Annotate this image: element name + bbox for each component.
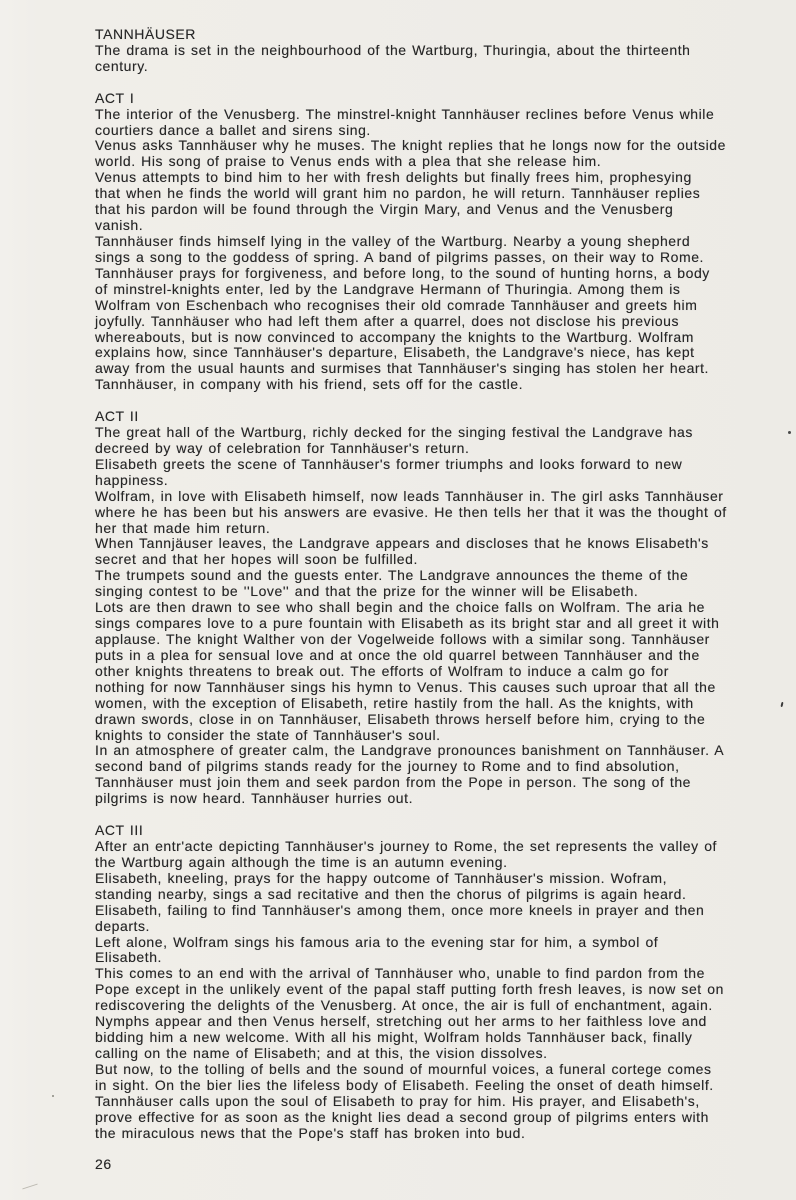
text-line: Elisabeth greets the scene of Tannhäuser's former triumphs and looks forward to new (95, 455, 683, 472)
text-line: vanish. (95, 217, 144, 234)
scan-speck (788, 431, 791, 434)
opera-title: TANNHÄUSER (95, 26, 196, 42)
text-line: away from the usual haunts and surmises that Tannhäuser's singing has stolen her heart. (95, 360, 709, 377)
text-line: Venus asks Tannhäuser why he muses. The knight replies that he longs now for the outside (95, 137, 726, 154)
text-line: sings compares love to a pure fountain with Elisabeth as its bright star and all greet it with (95, 615, 720, 632)
text-line: Wolfram, in love with Elisabeth himself, now leads Tannhäuser in. The girl asks Tannhäuser (95, 487, 724, 504)
text-line: Pope except in the unlikely event of the papal staff putting forth fresh leaves, is now set on (95, 981, 724, 998)
act-heading: ACT II (95, 408, 139, 425)
intro-text-line: The drama is set in the neighbourhood of the Wartburg, Thuringia, about the thirteenth (95, 41, 691, 58)
text-line: in sight. On the bier lies the lifeless body of Elisabeth. Feeling the onset of death himself. (95, 1076, 714, 1093)
text-line: puts in a plea for sensual love and at once the old quarrel between Tannhäuser and the (95, 646, 700, 663)
text-line: the Wartburg again although the time is an autumn evening. (95, 853, 508, 870)
text-line: joyfully. Tannhäuser who had left them after a quarrel, does not disclose his previous (95, 312, 680, 329)
act-section (95, 409, 785, 807)
text-line: whereabouts, but is now convinced to accompany the knights to the Wartburg. Wolfram (95, 328, 694, 345)
text-line: prove effective for as soon as the knight lies dead a second group of pilgrims enters with (95, 1108, 709, 1125)
text-line: Elisabeth. (95, 949, 162, 966)
text-line: women, with the exception of Elisabeth, retire hastily from the hall. As the knights, with (95, 694, 694, 711)
intro-text-line: century. (95, 57, 149, 74)
text-line: The great hall of the Wartburg, richly decked for the singing festival the Landgrave has (95, 424, 693, 441)
text-line: Left alone, Wolfram sings his famous aria to the evening star for him, a symbol of (95, 933, 659, 950)
synopsis-text-block (95, 27, 785, 1141)
text-line: where he has been but his answers are evasive. He then tells her that it was the thought of (95, 503, 727, 520)
text-line: pilgrims is now heard. Tannhäuser hurries out. (95, 790, 414, 807)
text-line: explains how, since Tannhäuser's departure, Elisabeth, the Landgrave's niece, has kept (95, 344, 695, 361)
text-line: secret and that her hopes will soon be fulfilled. (95, 551, 418, 568)
scan-speck (52, 1095, 54, 1097)
text-line: decreed by way of celebration for Tannhäuser's return. (95, 439, 470, 456)
text-line: standing nearby, sings a sad recitative and then the chorus of pilgrims is again heard. (95, 885, 687, 902)
page-number: 26 (95, 1156, 112, 1172)
text-line: calling on the name of Elisabeth; and at this, the vision dissolves. (95, 1044, 548, 1061)
text-line: Elisabeth, kneeling, prays for the happy outcome of Tannhäuser's mission. Wofram, (95, 869, 668, 886)
text-line: of minstrel-knights enter, led by the Landgrave Hermann of Thuringia. Among them is (95, 280, 681, 297)
text-line: Tannhäuser calls upon the soul of Elisabeth to pray for him. His prayer, and Elisabeth's, (95, 1092, 700, 1109)
text-line: courtiers dance a ballet and sirens sing. (95, 121, 371, 138)
text-line: Lots are then drawn to see who shall begin and the choice falls on Wolfram. The aria he (95, 599, 706, 616)
text-line: the miraculous news that the Pope's staff has broken into bud. (95, 1124, 526, 1141)
text-line: singing contest to be ''Love'' and that the prize for the winner will be Elisabeth. (95, 583, 639, 600)
text-line: When Tannjäuser leaves, the Landgrave appears and discloses that he knows Elisabeth's (95, 535, 709, 552)
scan-scratch (22, 1184, 38, 1190)
intro-paragraph (95, 43, 785, 75)
text-line: The trumpets sound and the guests enter. The Landgrave announces the theme of the (95, 567, 689, 584)
text-line: Tannhäuser, in company with his friend, sets off for the castle. (95, 376, 524, 393)
text-line: her that made him return. (95, 519, 271, 536)
text-line: The interior of the Venusberg. The minstrel-knight Tannhäuser reclines before Venus while (95, 105, 715, 122)
text-line: sings a song to the goddess of spring. A band of pilgrims passes, on their way to Rome. (95, 248, 704, 265)
text-line: that his pardon will be found through the Virgin Mary, and Venus and the Venusberg (95, 201, 674, 218)
act-section (95, 823, 785, 1141)
text-line: applause. The knight Walther von der Vogelweide follows with a similar song. Tannhäuser (95, 631, 710, 647)
text-line: happiness. (95, 471, 169, 488)
text-line: that when he finds the world will grant him no pardon, he will return. Tannhäuser replies (95, 185, 701, 202)
text-line: But now, to the tolling of bells and the sound of mournful voices, a funeral cortege comes (95, 1060, 712, 1077)
text-line: second band of pilgrims stands ready for the journey to Rome and to find absolution, (95, 758, 680, 775)
act-section (95, 91, 785, 394)
text-line: other knights threatens to break out. The efforts of Wolfram to induce a calm go for (95, 662, 669, 679)
text-line: Tannhäuser must join them and seek pardon from the Pope in person. The song of the (95, 774, 692, 791)
text-line: This comes to an end with the arrival of Tannhäuser who, unable to find pardon from the (95, 965, 705, 982)
text-line: nothing for now Tannhäuser sings his hymn to Venus. This causes such uproar that all the (95, 678, 716, 695)
text-line: Venus attempts to bind him to her with fresh delights but finally frees him, prophesying (95, 169, 692, 186)
text-line: Elisabeth, failing to find Tannhäuser's among them, once more kneels in prayer and then (95, 901, 705, 918)
text-line: Wolfram von Eschenbach who recognises their old comrade Tannhäuser and greets him (95, 296, 698, 313)
text-line: departs. (95, 917, 150, 934)
acts-container (95, 91, 785, 1142)
act-heading: ACT I (95, 89, 135, 106)
act-heading: ACT III (95, 822, 144, 839)
text-line: world. His song of praise to Venus ends with a plea that she release him. (95, 153, 602, 170)
text-line: Nymphs appear and then Venus herself, stretching out her arms to her faithless love and (95, 1013, 707, 1030)
text-line: rediscovering the delights of the Venusberg. At once, the air is full of enchantment, again. (95, 997, 713, 1014)
text-line: Tannhäuser finds himself lying in the valley of the Wartburg. Nearby a young shepherd (95, 232, 691, 249)
text-line: In an atmosphere of greater calm, the Landgrave pronounces banishment on Tannhäuser. A (95, 742, 725, 759)
text-line: Tannhäuser prays for forgiveness, and before long, to the sound of hunting horns, a body (95, 264, 710, 281)
text-line: drawn swords, close in on Tannhäuser, Elisabeth throws herself before him, crying to the (95, 710, 706, 727)
text-line: bidding him a new welcome. With all his might, Wolfram holds Tannhäuser back, finally (95, 1029, 693, 1046)
text-line: After an entr'acte depicting Tannhäuser's journey to Rome, the set represents the valley of (95, 837, 717, 854)
text-line: knights to consider the state of Tannhäuser's soul. (95, 726, 441, 743)
